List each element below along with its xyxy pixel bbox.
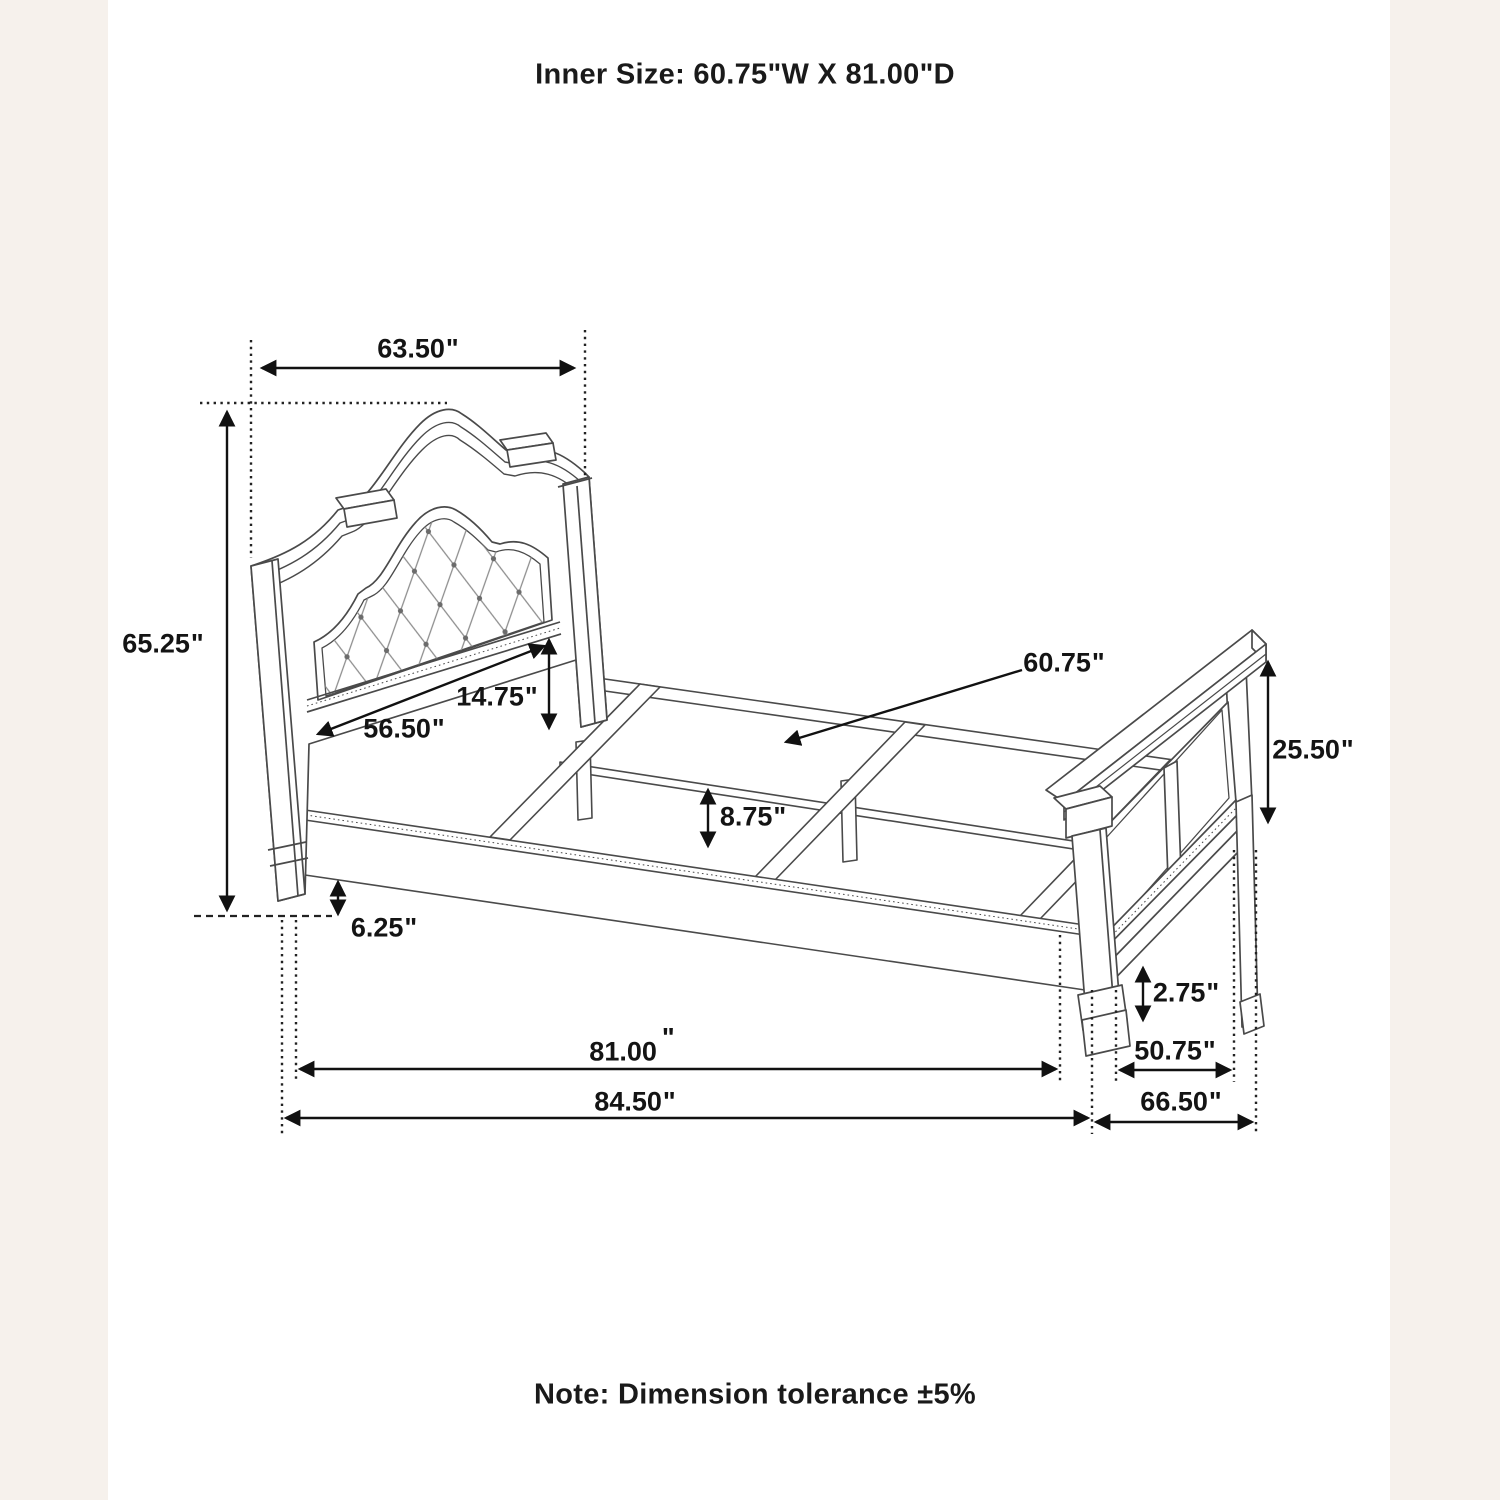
dim-label-slat-support-height xyxy=(720,802,786,833)
inner-size-title: Inner Size: 60.75"W X 81.00"D xyxy=(535,58,955,91)
dim-label-headboard-width xyxy=(377,334,458,365)
dim-unit: " xyxy=(190,628,204,659)
dim-unit: " xyxy=(1340,734,1354,765)
dim-unit: " xyxy=(1208,1086,1222,1117)
dim-label-rail-floor-clearance xyxy=(351,913,417,944)
dim-value: 6.25 xyxy=(350,912,404,943)
dim-label-headboard-height xyxy=(122,629,203,660)
dim-label-inner-length xyxy=(589,1022,675,1068)
dim-value: 2.75 xyxy=(1152,977,1206,1008)
dim-value: 50.75 xyxy=(1134,1035,1202,1066)
tolerance-note: Note: Dimension tolerance ±5% xyxy=(534,1378,976,1411)
dim-label-panel-to-rail-height xyxy=(456,682,537,713)
dim-value: 81.00 xyxy=(589,1036,657,1067)
dim-unit: " xyxy=(445,333,459,364)
dim-unit: " xyxy=(524,681,538,712)
dim-unit: " xyxy=(662,1086,676,1117)
headboard xyxy=(251,409,607,901)
dim-unit: " xyxy=(1206,977,1220,1008)
dim-label-headboard-panel-width xyxy=(363,714,444,745)
dim-unit: " xyxy=(1202,1035,1216,1066)
dim-value: 8.75 xyxy=(719,801,773,832)
dim-label-inner-width xyxy=(1023,648,1104,679)
dim-value: 25.50 xyxy=(1272,734,1340,765)
dim-label-footboard-height xyxy=(1272,735,1353,766)
footboard-leg-far xyxy=(1236,795,1264,1034)
dim-value: 84.50 xyxy=(594,1086,662,1117)
dim-label-footboard-base-height xyxy=(1153,978,1219,1009)
dim-unit: " xyxy=(431,713,445,744)
dim-label-footboard-width xyxy=(1140,1087,1221,1118)
dim-value: 63.50 xyxy=(377,333,445,364)
dim-value: 66.50 xyxy=(1140,1086,1208,1117)
dim-unit: " xyxy=(404,912,418,943)
dim-value: 65.25 xyxy=(122,628,190,659)
dim-value: 56.50 xyxy=(363,713,431,744)
dim-unit: " xyxy=(1091,647,1105,678)
dim-label-overall-length xyxy=(594,1087,675,1118)
dim-unit: " xyxy=(773,801,787,832)
side-rail-near xyxy=(305,810,1085,990)
dim-unit: " xyxy=(661,1022,675,1053)
dim-label-footboard-inner-width xyxy=(1134,1036,1215,1067)
dim-value: 14.75 xyxy=(456,681,524,712)
dim-value: 60.75 xyxy=(1023,647,1091,678)
